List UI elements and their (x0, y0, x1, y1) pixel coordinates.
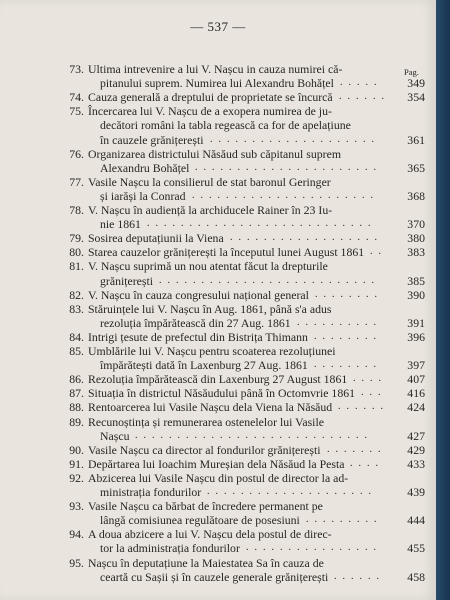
leader-dots: .. (370, 246, 387, 258)
toc-entry-title: Depărtarea lui Ioachim Mureșian dela Năsăud la Pesta (88, 456, 345, 471)
leader-dots: .......... (297, 316, 382, 328)
toc-page-number: 391 (407, 315, 425, 330)
toc-entry-title: Rentoarcerea lui Vasile Nașcu dela Viena la Năsăud (88, 400, 333, 415)
leader-dots: .......................... (159, 274, 380, 286)
toc-entry-number: 80. (69, 245, 84, 260)
toc-page-number: 455 (407, 541, 425, 556)
toc-entry-number: 76. (69, 146, 84, 161)
toc-entry-title: Vasile Nașcu ca director al fondurilor grănițerești (88, 442, 321, 457)
toc-entry-title: împărătești dată în Laxenburg 27 Aug. 1861 (100, 358, 308, 373)
toc-entry-title: Vasile Nașcu la consilierul de stat baronul Geringer (88, 174, 331, 189)
toc-entry-number: 88. (69, 400, 84, 415)
leader-dots: ............................ (135, 429, 373, 441)
toc-entry-number: 75. (69, 104, 84, 119)
leader-dots: ....... (327, 443, 387, 455)
toc-entry-title: Nașcu (100, 428, 130, 443)
leader-dots: ................ (246, 542, 382, 554)
toc-entry-title: Organizarea districtului Năsăud sub căpitanul suprem (88, 146, 342, 161)
toc-entry-title: Stăruințele lui V. Nașcu în Aug. 1861, până s'a adus (88, 301, 332, 316)
toc-entry-title: nie 1861 (100, 217, 141, 232)
toc-page-number: 424 (407, 400, 425, 415)
toc-entry-title: A doua abzicere a lui V. Nașcu dela postul de direc- (88, 527, 332, 542)
toc-entry-number: 93. (69, 499, 84, 514)
toc-page-number: 427 (407, 428, 425, 443)
toc-page-number: 385 (407, 273, 425, 288)
toc-page-number: 370 (407, 217, 425, 232)
toc-entry-number: 79. (69, 231, 84, 246)
pag-column-label: Pag. (404, 67, 419, 77)
toc-entry-title: ceartă cu Sașii și în cauzele generale grănițerești (100, 569, 329, 584)
toc-entry-title: Ultima intrevenire a lui V. Nașcu in cauza numirei că- (88, 62, 343, 76)
toc-page-number: 390 (407, 287, 425, 302)
toc-entry-title: tor la administrația fondurilor (100, 541, 240, 556)
leader-dots: ... (361, 387, 387, 399)
toc-page-number: 361 (407, 132, 425, 147)
toc-entry-number: 84. (69, 329, 84, 344)
toc-entry-title: V. Nașcu în audiență la archiducele Rainer în 23 Iu- (88, 203, 333, 217)
toc-entry-number: 73. (69, 62, 84, 76)
toc-entry-title: lângă comisiunea regulătoare de posesiuni (100, 513, 300, 528)
toc-entry-number: 85. (69, 344, 84, 358)
toc-entry-title: Abzicerea lui Vasile Nașcu din postul de director la ad- (88, 470, 349, 485)
toc-page-number: 396 (407, 329, 425, 344)
toc-entry-title: Cauza generală a dreptului de proprietate se încurcă (88, 90, 333, 105)
toc-page-number: 407 (407, 372, 425, 387)
toc-entry-number: 78. (69, 203, 84, 217)
toc-entry-title: grănițerești (100, 273, 154, 288)
toc-entry-title: pitanului suprem. Numirea lui Alexandru Bohățel (100, 76, 334, 91)
toc-page-number: 380 (407, 231, 425, 246)
toc-page-number: 433 (407, 456, 425, 471)
toc-page-number: 365 (407, 160, 425, 175)
toc-entry-number: 81. (69, 259, 84, 274)
toc-entry-title: Sosirea deputațiunii la Viena (88, 231, 224, 246)
toc-entry-title: Alexandru Bohățel (100, 160, 190, 175)
toc-page-number: 439 (407, 485, 425, 499)
toc-page-number: 444 (407, 513, 425, 528)
toc-entry-title: Situația în districtul Năsăudului până în Octomvrie 1861 (88, 386, 356, 401)
toc-entry-number: 87. (69, 386, 84, 401)
toc-page-number: 354 (407, 90, 425, 105)
leader-dots: ........ (314, 359, 382, 371)
toc-entry-title: Încercarea lui V. Nașcu de a exopera numirea de ju- (88, 104, 332, 119)
toc-entry-title: rezoluția împărătească din 27 Aug. 1861 (100, 315, 291, 330)
toc-entry-title: Vasile Nașcu ca bărbat de încredere permanent pe (88, 499, 323, 514)
toc-page-number: 397 (407, 358, 425, 373)
toc-page-number: 458 (407, 569, 425, 584)
toc-entry-title: ministrația fondurilor (100, 485, 202, 499)
toc-entry-number: 82. (69, 287, 84, 302)
toc-entry-title: Recunoștința și remunerarea ostenelelor lui Vasile (88, 414, 324, 429)
leader-dots: ........ (315, 288, 383, 300)
toc-entry-number: 83. (69, 301, 84, 316)
toc-entry-number: 89. (69, 414, 84, 429)
toc-entry-number: 91. (69, 456, 84, 471)
toc-entry-title: V. Nașcu în cauza congresului național general (88, 287, 309, 302)
toc-page-number: 383 (407, 245, 425, 260)
toc-entry-number: 90. (69, 442, 84, 457)
leader-dots: ...... (334, 570, 385, 582)
leader-dots: ...................... (195, 161, 382, 173)
leader-dots: .................... (210, 133, 380, 145)
toc-entry-title: decători români la tabla regească ca for de apelațiune (100, 118, 351, 133)
toc-entry-title: Intrigi țesute de prefectul din Bistrița Thimann (88, 329, 308, 344)
leader-dots: ........................... (147, 218, 377, 230)
toc-page-number: 349 (407, 76, 425, 91)
book-edge (436, 0, 450, 600)
toc-entry-title: Umblările lui V. Nașcu pentru scoaterea rezoluțiunei (88, 344, 336, 358)
leader-dots: ........ (314, 330, 382, 342)
toc-entry-title: V. Nașcu suprimă un nou atentat făcut la drepturile (88, 259, 328, 274)
leader-dots: ...................... (192, 189, 379, 201)
leader-dots: .... (353, 373, 387, 385)
leader-dots: ..... (340, 77, 383, 89)
toc-entry-number: 94. (69, 527, 84, 542)
toc-entry-title: Rezoluția împărătească din Laxenburg 27 August 1861 (88, 372, 348, 387)
leader-dots: .................. (230, 232, 383, 244)
toc-entry-title: și iarăși la Conrad (100, 188, 186, 203)
toc-entry-number: 95. (69, 555, 84, 570)
toc-entry-number: 92. (69, 470, 84, 485)
toc-entry-title: Nașcu în deputațiune la Maiestatea Sa în cauza de (88, 555, 324, 570)
toc-page-number: 416 (407, 386, 425, 401)
leader-dots: .... (350, 457, 384, 469)
leader-dots: ...... (338, 401, 389, 413)
leader-dots: .................... (207, 486, 377, 497)
toc-page-number: 429 (407, 442, 425, 457)
page-number: — 537 — (190, 19, 246, 34)
toc-entry-number: 74. (69, 90, 84, 105)
toc-page-number: 368 (407, 188, 425, 203)
toc-entry-title: Starea cauzelor grănițerești la începutul lunei August 1861 (88, 245, 365, 260)
toc-entry-title: în cauzele grănițerești (100, 132, 204, 147)
leader-dots: ......... (306, 514, 383, 526)
toc-entry-number: 86. (69, 372, 84, 387)
leader-dots: ...... (339, 91, 390, 103)
toc-entry-number: 77. (69, 174, 84, 189)
